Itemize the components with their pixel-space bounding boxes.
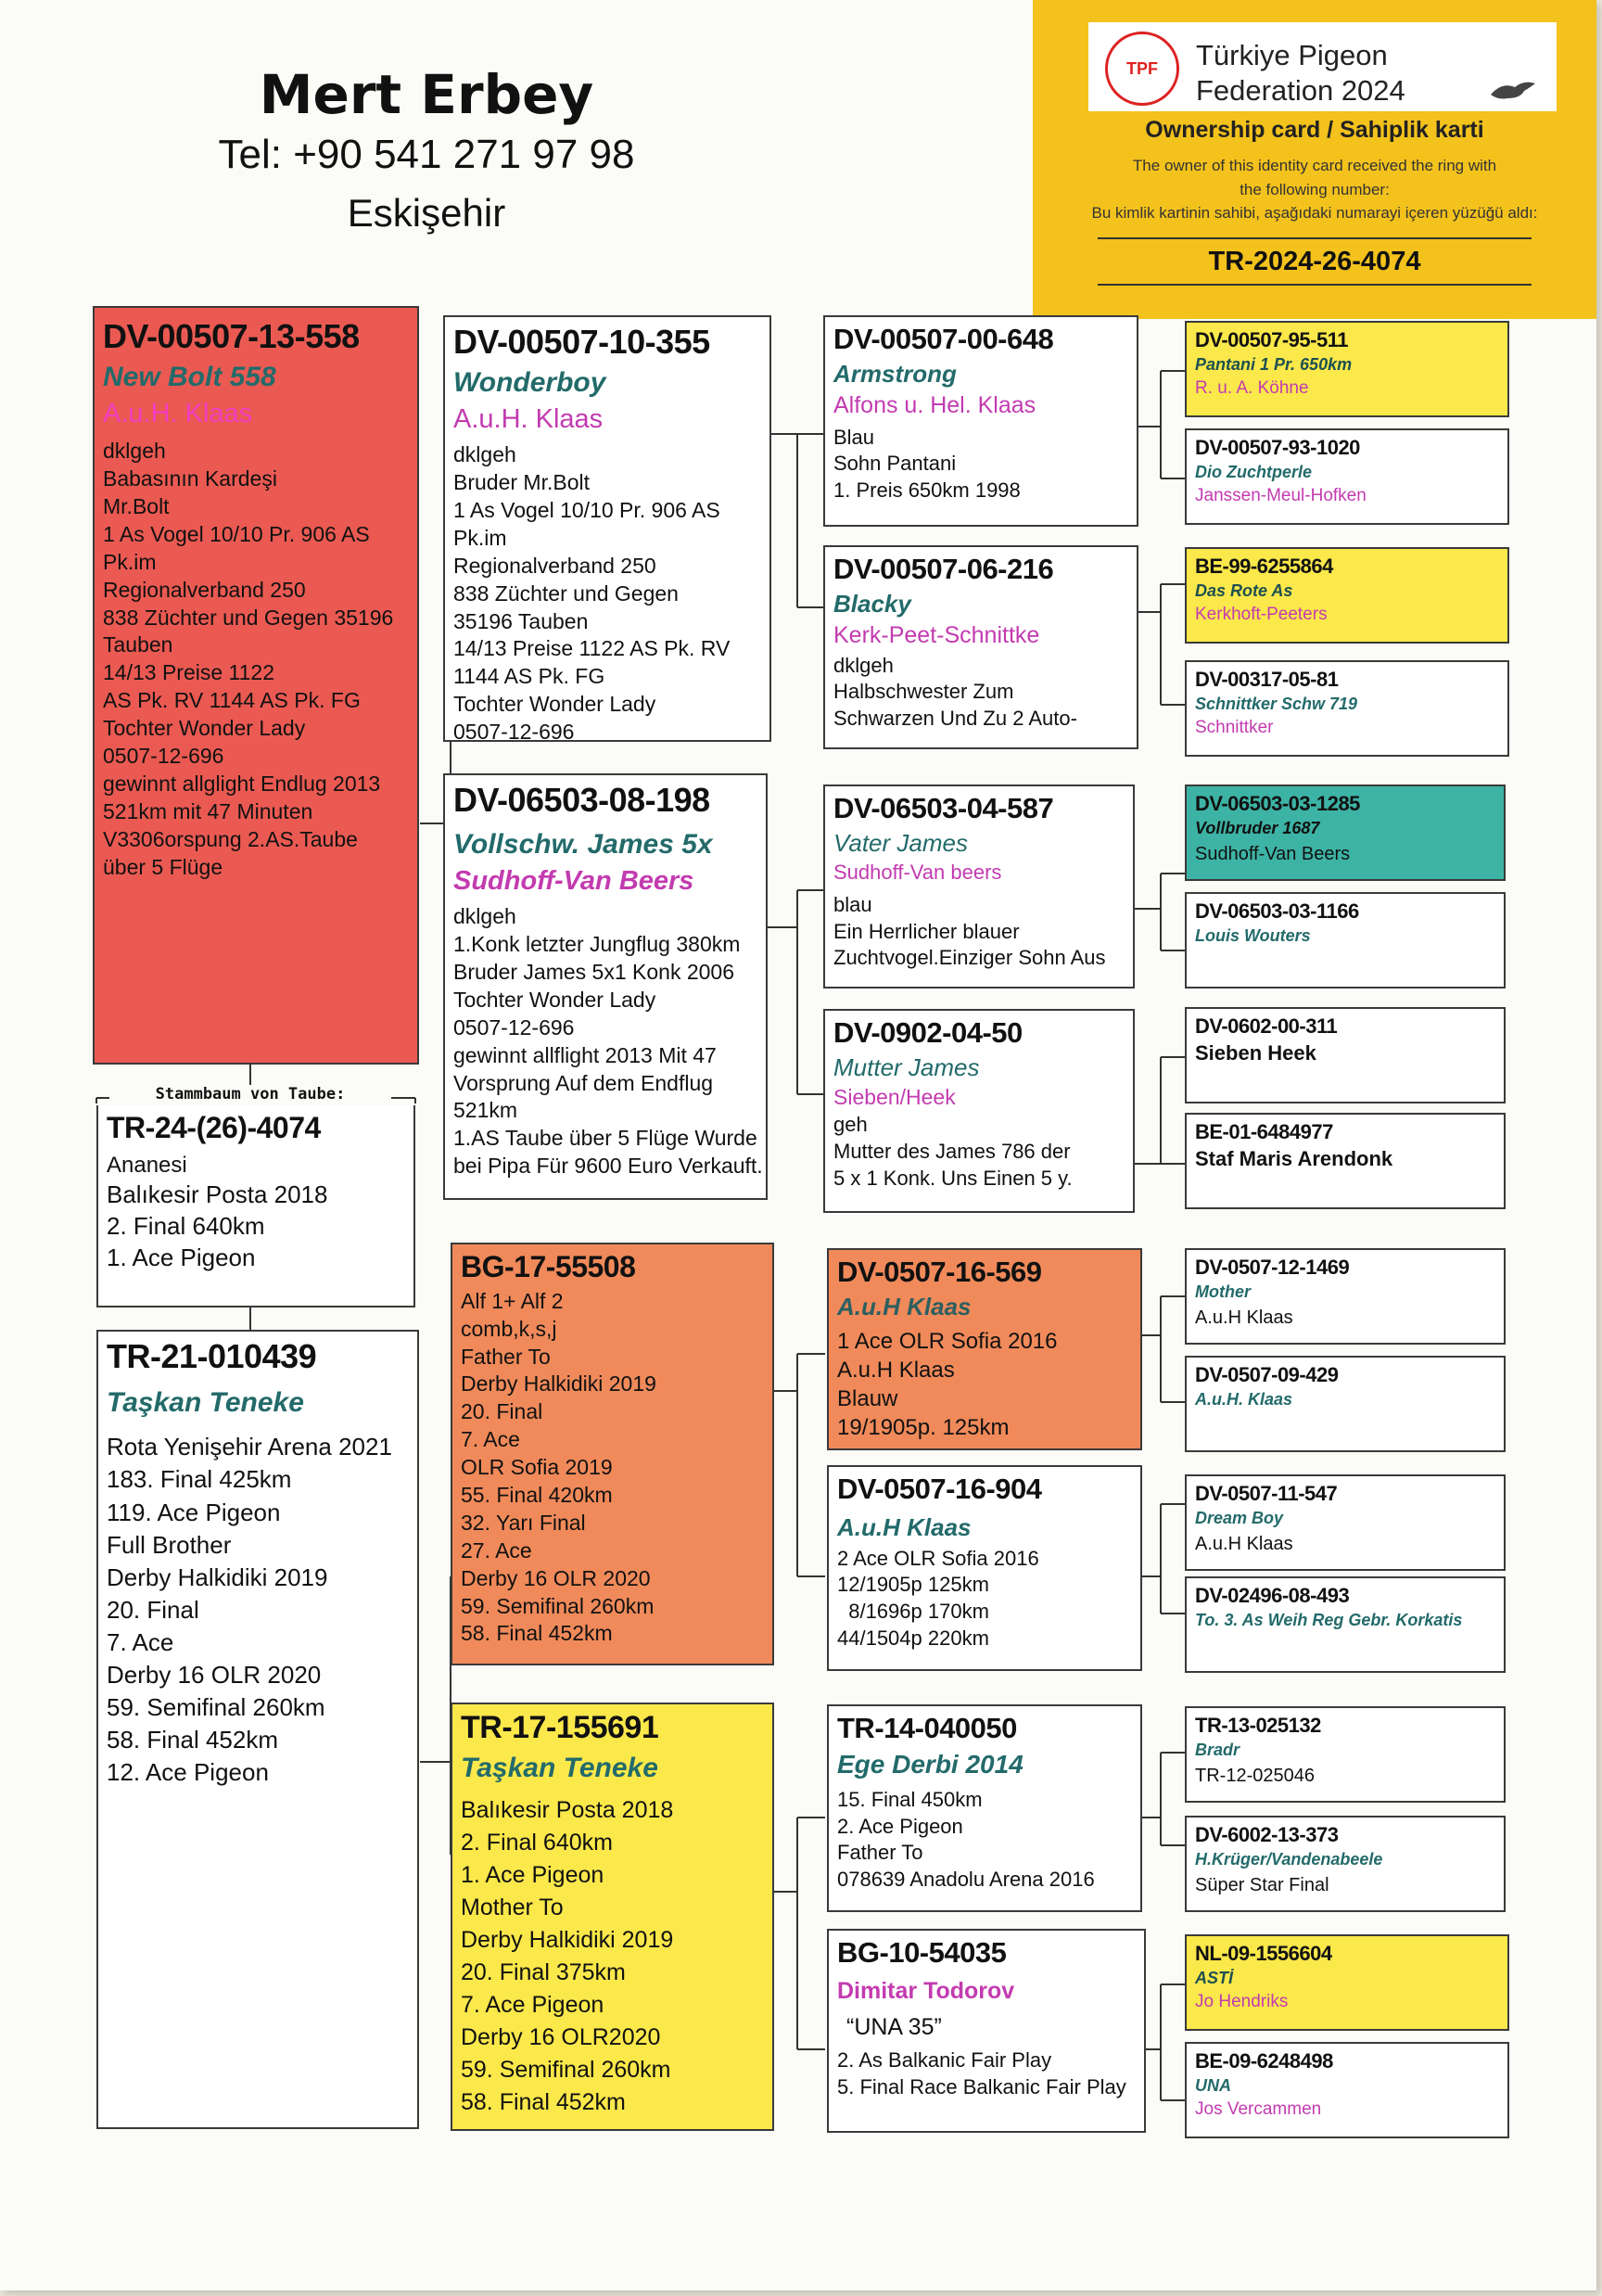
pigeon-name: Mutter James bbox=[833, 1052, 980, 1081]
pigeon-name: A.u.H Klaas bbox=[837, 1512, 972, 1541]
info-line: 59. Semifinal 260km bbox=[461, 1593, 655, 1618]
ring-number: DV-6002-13-373 bbox=[1195, 1823, 1339, 1846]
ring-number: TR-17-155691 bbox=[461, 1710, 659, 1745]
info-line: 15. Final 450km bbox=[837, 1788, 983, 1812]
info-line: 14/13 Preise 1122 bbox=[103, 660, 274, 685]
pigeon-name: Schnittker Schw 719 bbox=[1195, 695, 1358, 714]
ring-number: DV-06503-04-587 bbox=[833, 792, 1054, 824]
info-line: 19/1905p. 125km bbox=[837, 1415, 1010, 1441]
info-line: OLR Sofia 2019 bbox=[461, 1455, 613, 1480]
father-mother-card bbox=[443, 773, 768, 1200]
stammbaum-label: Stammbaum von Taube: bbox=[130, 1085, 371, 1103]
mother-card bbox=[96, 1330, 419, 2129]
ring-number: DV-0507-12-1469 bbox=[1195, 1256, 1350, 1279]
ring-number: DV-0507-11-547 bbox=[1195, 1482, 1338, 1505]
info-line: 44/1504p 220km bbox=[837, 1626, 989, 1650]
ff-mother-card bbox=[823, 545, 1138, 749]
ring-number: BE-01-6484977 bbox=[1195, 1120, 1333, 1143]
info-line: Derby 16 OLR 2020 bbox=[461, 1565, 651, 1590]
ancestor-card bbox=[1185, 1816, 1506, 1912]
info-line: 1144 AS Pk. FG bbox=[453, 664, 605, 689]
pigeon-name: Bradr bbox=[1195, 1741, 1240, 1760]
breeder-name: R. u. A. Köhne bbox=[1195, 377, 1309, 398]
federation-name-line2: Federation 2024 bbox=[1196, 74, 1405, 107]
ancestor-card bbox=[1185, 1007, 1506, 1103]
info-line: 2. Final 640km bbox=[461, 1830, 613, 1856]
info-line: “UNA 35” bbox=[846, 2013, 942, 2040]
fm-father-card bbox=[823, 784, 1135, 989]
breeder-name: A.u.H. Klaas bbox=[103, 399, 253, 429]
federation-logo-text: TPF bbox=[1126, 58, 1158, 78]
info-line: 5 x 1 Konk. Uns Einen 5 y. bbox=[833, 1166, 1073, 1190]
pigeon-name: Mother bbox=[1195, 1282, 1251, 1302]
info-line: 183. Final 425km bbox=[107, 1465, 292, 1494]
info-line: Sudhoff-Van Beers bbox=[1195, 843, 1351, 864]
info-line: Regionalverband 250 bbox=[103, 577, 306, 602]
father-father-card bbox=[443, 315, 771, 742]
federation-logo bbox=[1105, 32, 1179, 106]
info-line: 119. Ace Pigeon bbox=[107, 1498, 281, 1526]
breeder-name: Kerk-Peet-Schnittke bbox=[833, 621, 1040, 648]
info-line: dklgeh bbox=[453, 442, 516, 467]
owner-name: Mert Erbey bbox=[259, 63, 594, 126]
info-line: 35196 Tauben bbox=[453, 608, 589, 633]
info-line: 58. Final 452km bbox=[461, 2089, 626, 2116]
ancestor-card bbox=[1185, 428, 1509, 525]
federation-name-line1: Türkiye Pigeon bbox=[1196, 39, 1388, 71]
breeder-name: Sudhoff-Van Beers bbox=[453, 866, 694, 897]
ancestor-card bbox=[1185, 1356, 1506, 1452]
info-line: 521km bbox=[453, 1098, 518, 1123]
pigeon-name: Vollbruder 1687 bbox=[1195, 819, 1320, 838]
info-line: TR-12-025046 bbox=[1195, 1765, 1315, 1786]
mm-father-card bbox=[827, 1704, 1142, 1912]
info-line: 12/1905p 125km bbox=[837, 1573, 989, 1597]
ancestor-card bbox=[1185, 1706, 1506, 1803]
ring-number: NL-09-1556604 bbox=[1195, 1942, 1332, 1965]
pigeon-name: A.u.H. Klaas bbox=[1195, 1390, 1293, 1409]
info-line: Regionalverband 250 bbox=[453, 553, 656, 578]
info-line: comb,k,s,j bbox=[461, 1316, 557, 1341]
ring-number: DV-00507-93-1020 bbox=[1195, 436, 1360, 459]
mother-mother-card bbox=[451, 1703, 774, 2131]
info-line: 58. Final 452km bbox=[107, 1726, 278, 1754]
pigeon-name: Das Rote As bbox=[1195, 581, 1293, 601]
info-line: Mother To bbox=[461, 1894, 564, 1921]
ancestor-card bbox=[1185, 1474, 1506, 1571]
breeder-name: Sudhoff-Van beers bbox=[833, 860, 1002, 884]
breeder-name: Jo Hendriks bbox=[1195, 1991, 1289, 2011]
info-line: 1.AS Taube über 5 Flüge Wurde bbox=[453, 1126, 757, 1151]
pigeon-name: ASTİ bbox=[1195, 1969, 1234, 1988]
info-line: 1 Ace OLR Sofia 2016 bbox=[837, 1328, 1058, 1354]
ff-father-card bbox=[823, 315, 1138, 527]
info-line: Derby Halkidiki 2019 bbox=[107, 1563, 328, 1591]
info-line: Balıkesir Posta 2018 bbox=[461, 1797, 674, 1824]
ring-number: BE-99-6255864 bbox=[1195, 555, 1333, 578]
info-line: Mr.Bolt bbox=[103, 493, 170, 518]
ring-number: DV-02496-08-493 bbox=[1195, 1584, 1350, 1607]
info-line: dklgeh bbox=[833, 653, 894, 677]
ancestor-card bbox=[1185, 547, 1509, 644]
info-line: 20. Final bbox=[461, 1399, 543, 1424]
ring-number: DV-00317-05-81 bbox=[1195, 668, 1339, 691]
card-ring-number: TR-2024-26-4074 bbox=[1208, 247, 1421, 276]
info-line: 1 As Vogel 10/10 Pr. 906 AS bbox=[453, 497, 720, 522]
info-line: 0507-12-696 bbox=[453, 720, 575, 742]
info-line: 521km mit 47 Minuten bbox=[103, 798, 313, 823]
info-line: gewinnt allflight 2013 Mit 47 bbox=[453, 1042, 717, 1067]
card-divider bbox=[1098, 237, 1532, 239]
info-line: 59. Semifinal 260km bbox=[461, 2057, 671, 2084]
pigeon-name: A.u.H Klaas bbox=[837, 1292, 972, 1320]
ring-number: DV-0507-09-429 bbox=[1195, 1363, 1339, 1386]
breeder-name: Schnittker bbox=[1195, 717, 1274, 737]
info-line: Balıkesir Posta 2018 bbox=[107, 1180, 328, 1208]
info-line: Babasının Kardeşi bbox=[103, 466, 277, 491]
card-text-en bbox=[1061, 154, 1569, 203]
breeder-name: Sieben/Heek bbox=[833, 1084, 956, 1109]
info-line: Tochter Wonder Lady bbox=[453, 987, 656, 1012]
ring-number: DV-00507-95-511 bbox=[1195, 328, 1348, 351]
info-line: 7. Ace Pigeon bbox=[461, 1992, 604, 2019]
info-line: bei Pipa Für 9600 Euro Verkauft. bbox=[453, 1154, 763, 1179]
ring-number: DV-0507-16-904 bbox=[837, 1473, 1042, 1505]
info-line: 5. Final Race Balkanic Fair Play bbox=[837, 2074, 1126, 2098]
pigeon-name: Taşkan Teneke bbox=[461, 1753, 658, 1784]
ring-number: BG-17-55508 bbox=[461, 1250, 636, 1283]
ancestor-card bbox=[1185, 2042, 1509, 2138]
ring-number: TR-14-040050 bbox=[837, 1712, 1017, 1744]
info-line: Vorsprung Auf dem Endflug bbox=[453, 1070, 714, 1095]
info-line: Pk.im bbox=[453, 525, 507, 550]
info-line: 14/13 Preise 1122 AS Pk. RV bbox=[453, 636, 731, 661]
ring-number: DV-00507-13-558 bbox=[103, 317, 360, 355]
info-line: 8/1696p 170km bbox=[837, 1600, 989, 1624]
info-line: 838 Züchter und Gegen 35196 Tauben bbox=[103, 605, 394, 657]
info-line: Staf Maris Arendonk bbox=[1195, 1147, 1393, 1171]
pigeon-name: Vollschw. James 5x bbox=[453, 829, 713, 861]
info-line: 20. Final bbox=[107, 1595, 199, 1624]
info-line: 1. Ace Pigeon bbox=[107, 1243, 256, 1271]
info-line: Bruder Mr.Bolt bbox=[453, 470, 590, 495]
pigeon-name: Dio Zuchtperle bbox=[1195, 463, 1313, 482]
info-line: Ananesi bbox=[107, 1152, 187, 1178]
ring-number: DV-0602-00-311 bbox=[1195, 1014, 1338, 1038]
info-line: Derby Halkidiki 2019 bbox=[461, 1927, 674, 1954]
mf-mother-card bbox=[827, 1465, 1142, 1671]
ring-number: TR-13-025132 bbox=[1195, 1714, 1321, 1737]
breeder-name: A.u.H. Klaas bbox=[453, 404, 604, 435]
info-line: gewinnt allglight Endlug 2013 bbox=[103, 771, 381, 796]
info-line: 1. Preis 650km 1998 bbox=[833, 478, 1021, 503]
info-line: Mutter des James 786 der bbox=[833, 1140, 1071, 1164]
owner-city: Eskişehir bbox=[347, 191, 506, 235]
card-text-tr: Bu kimlik kartinin sahibi, aşağıdaki numarayi içeren yüzüğü aldı: bbox=[1091, 204, 1538, 222]
info-line: Blauw bbox=[837, 1386, 898, 1412]
info-line: Blau bbox=[833, 425, 875, 449]
ring-number: TR-21-010439 bbox=[107, 1337, 317, 1375]
pigeon-name: Louis Wouters bbox=[1195, 926, 1311, 946]
info-line: Derby 16 OLR2020 bbox=[461, 2024, 661, 2051]
info-line: Halbschwester Zum bbox=[833, 680, 1014, 704]
card-divider bbox=[1098, 284, 1532, 286]
info-line: blau bbox=[833, 893, 872, 917]
info-line: Schwarzen Und Zu 2 Auto- bbox=[833, 707, 1077, 731]
ancestor-card bbox=[1185, 892, 1506, 989]
info-line: A.u.H Klaas bbox=[1195, 1533, 1293, 1554]
ring-number: BG-10-54035 bbox=[837, 1936, 1007, 1969]
mm-mother-card bbox=[827, 1929, 1146, 2133]
ring-number: DV-0507-16-569 bbox=[837, 1256, 1042, 1288]
fm-mother-card bbox=[823, 1009, 1135, 1213]
info-line: Zuchtvogel.Einziger Sohn Aus bbox=[833, 946, 1106, 970]
info-line: geh bbox=[833, 1113, 868, 1137]
info-line: 58. Final 452km bbox=[461, 1621, 613, 1646]
info-line: 0507-12-696 bbox=[453, 1014, 575, 1040]
subject-card bbox=[96, 1105, 415, 1307]
info-line: 1 As Vogel 10/10 Pr. 906 AS Pk.im bbox=[103, 521, 370, 574]
info-line: Sieben Heek bbox=[1195, 1041, 1316, 1065]
pigeon-name: To. 3. As Weih Reg Gebr. Korkatis bbox=[1195, 1611, 1463, 1630]
info-line: dklgeh bbox=[453, 904, 516, 929]
info-line: 7. Ace bbox=[461, 1427, 520, 1452]
pigeon-icon bbox=[1487, 76, 1539, 104]
breeder-name: Alfons u. Hel. Klaas bbox=[833, 391, 1036, 418]
info-line: Father To bbox=[461, 1344, 551, 1369]
pigeon-name: Wonderboy bbox=[453, 367, 606, 399]
info-line: 1. Ace Pigeon bbox=[461, 1862, 604, 1889]
breeder-name: Kerkhoft-Peeters bbox=[1195, 604, 1328, 624]
info-line: A.u.H Klaas bbox=[1195, 1307, 1293, 1328]
info-line: AS Pk. RV 1144 AS Pk. FG bbox=[103, 688, 361, 713]
info-line: 2. Final 640km bbox=[107, 1211, 265, 1240]
breeder-name: Jos Vercammen bbox=[1195, 2098, 1322, 2119]
info-line: A.u.H Klaas bbox=[837, 1358, 955, 1384]
info-line: 2 Ace OLR Sofia 2016 bbox=[837, 1546, 1039, 1570]
info-line: Tochter Wonder Lady bbox=[453, 692, 656, 717]
info-line: 2. Ace Pigeon bbox=[837, 1814, 963, 1838]
pigeon-name: Vater James bbox=[833, 828, 968, 857]
pigeon-name: Ege Derbi 2014 bbox=[837, 1749, 1024, 1779]
info-line: 0507-12-696 bbox=[103, 743, 224, 768]
pigeon-name: H.Krüger/Vandenabeele bbox=[1195, 1850, 1383, 1869]
ancestor-card bbox=[1185, 784, 1506, 881]
ring-number: DV-06503-03-1166 bbox=[1195, 899, 1359, 923]
father-card bbox=[93, 306, 419, 1065]
info-line: Father To bbox=[837, 1841, 923, 1865]
info-line: Süper Star Final bbox=[1195, 1874, 1329, 1895]
info-line: 1.Konk letzter Jungflug 380km bbox=[453, 932, 741, 957]
ancestor-card bbox=[1185, 321, 1509, 417]
info-line: 20. Final 375km bbox=[461, 1959, 626, 1986]
ring-number: TR-24-(26)-4074 bbox=[107, 1111, 321, 1144]
card-text-en-line1: The owner of this identity card received the ring with bbox=[1132, 157, 1497, 174]
info-line: Ein Herrlicher blauer bbox=[833, 919, 1020, 943]
info-line: Derby Halkidiki 2019 bbox=[461, 1371, 656, 1397]
ring-number: DV-00507-06-216 bbox=[833, 553, 1054, 585]
info-line: dklgeh bbox=[103, 439, 166, 464]
ownership-card bbox=[1033, 0, 1596, 319]
mother-father-card bbox=[451, 1243, 774, 1665]
info-line: V3306orspung 2.AS.Taube bbox=[103, 826, 358, 851]
ancestor-card bbox=[1185, 1576, 1506, 1673]
info-line: 27. Ace bbox=[461, 1537, 532, 1563]
pigeon-name: Taşkan Teneke bbox=[107, 1387, 304, 1419]
info-line: 12. Ace Pigeon bbox=[107, 1758, 269, 1787]
info-line: 2. As Balkanic Fair Play bbox=[837, 2048, 1052, 2073]
pigeon-name: New Bolt 558 bbox=[103, 362, 276, 393]
card-title: Ownership card / Sahiplik karti bbox=[1145, 117, 1484, 143]
info-line: Alf 1+ Alf 2 bbox=[461, 1288, 564, 1313]
info-line: Sohn Pantani bbox=[833, 452, 957, 476]
info-line: 55. Final 420km bbox=[461, 1483, 613, 1508]
owner-phone: Tel: +90 541 271 97 98 bbox=[218, 132, 635, 177]
info-line: 838 Züchter und Gegen bbox=[453, 580, 679, 606]
pigeon-name: Armstrong bbox=[833, 359, 957, 388]
card-text-en-line2: the following number: bbox=[1240, 181, 1390, 199]
ring-number: DV-06503-08-198 bbox=[453, 781, 710, 819]
ancestor-card bbox=[1185, 1248, 1506, 1345]
pigeon-name: Pantani 1 Pr. 650km bbox=[1195, 355, 1353, 375]
ancestor-card bbox=[1185, 1934, 1509, 2031]
ring-number: DV-0902-04-50 bbox=[833, 1016, 1023, 1049]
ancestor-card bbox=[1185, 1113, 1506, 1209]
ancestor-card bbox=[1185, 660, 1509, 757]
breeder-name: Janssen-Meul-Hofken bbox=[1195, 485, 1367, 505]
mf-father-card bbox=[827, 1248, 1142, 1450]
info-line: über 5 Flüge bbox=[103, 854, 223, 879]
info-line: 078639 Anadolu Arena 2016 bbox=[837, 1868, 1095, 1892]
info-line: 7. Ace bbox=[107, 1627, 174, 1656]
info-line: 32. Yarı Final bbox=[461, 1510, 586, 1535]
pigeon-name: Blacky bbox=[833, 589, 911, 618]
info-line: Rota Yenişehir Arena 2021 bbox=[107, 1433, 392, 1461]
info-line: Tochter Wonder Lady bbox=[103, 716, 306, 741]
breeder-name: Dimitar Todorov bbox=[837, 1977, 1015, 2004]
ring-number: DV-06503-03-1285 bbox=[1195, 792, 1360, 815]
pigeon-name: Dream Boy bbox=[1195, 1509, 1284, 1528]
info-line: Derby 16 OLR 2020 bbox=[107, 1661, 322, 1690]
pigeon-name: UNA bbox=[1195, 2076, 1231, 2096]
ring-number: DV-00507-00-648 bbox=[833, 323, 1054, 355]
info-line: Full Brother bbox=[107, 1530, 232, 1559]
info-line: 59. Semifinal 260km bbox=[107, 1693, 325, 1722]
info-line: Bruder James 5x1 Konk 2006 bbox=[453, 959, 735, 984]
ring-number: BE-09-6248498 bbox=[1195, 2049, 1333, 2073]
ring-number: DV-00507-10-355 bbox=[453, 323, 710, 361]
